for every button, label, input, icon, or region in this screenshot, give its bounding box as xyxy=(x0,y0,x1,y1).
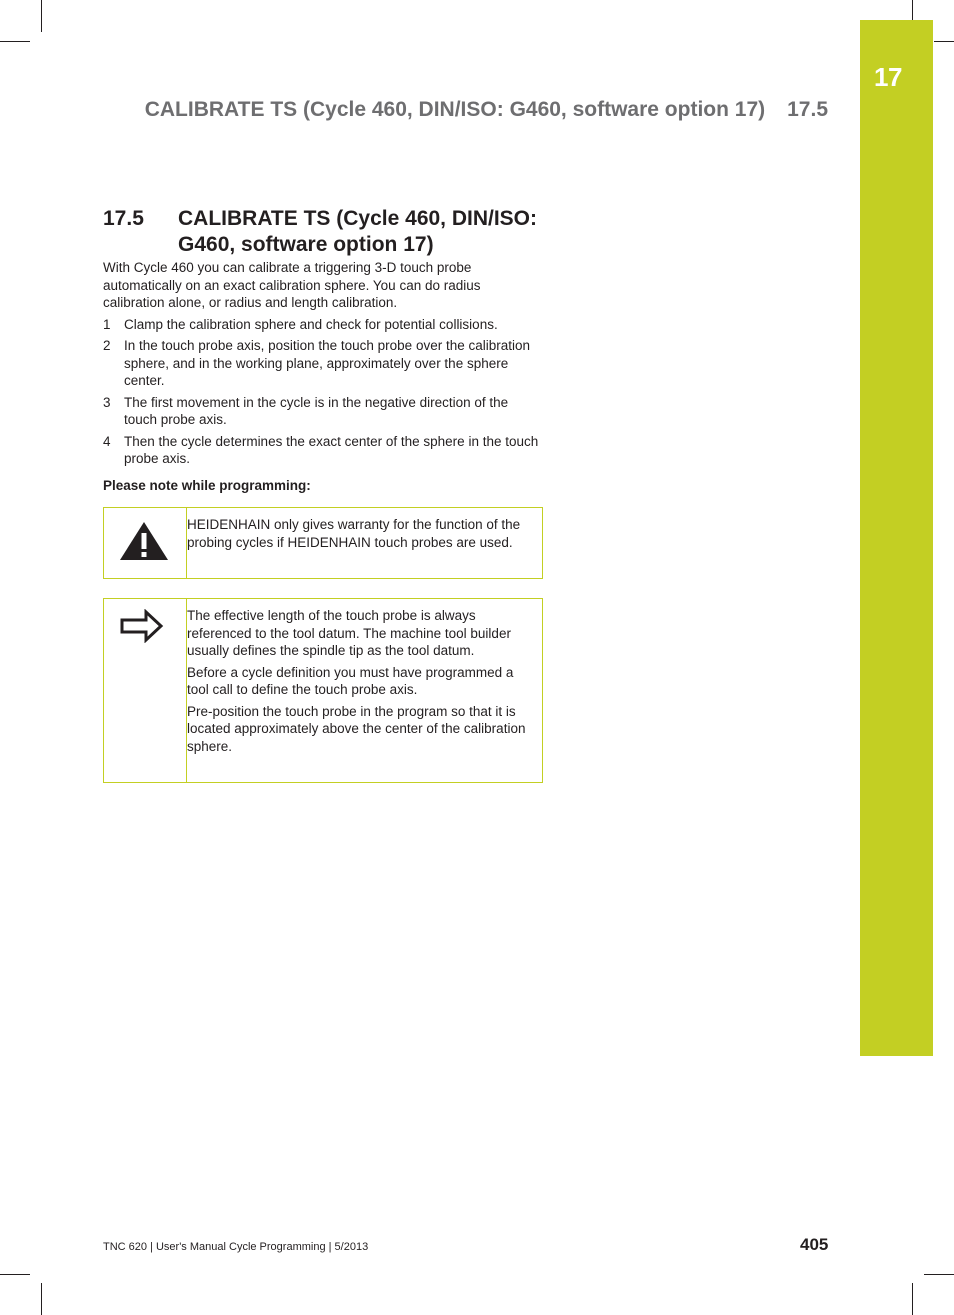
list-item xyxy=(103,316,543,334)
section-body xyxy=(103,259,543,472)
running-head-section-number: 17.5 xyxy=(787,98,828,121)
step-text: In the touch probe axis, position the touch probe over the calibration sphere, and in the working plane, approximately over the sphere center. xyxy=(124,338,531,388)
step-number: 4 xyxy=(103,433,111,449)
crop-mark xyxy=(924,1274,954,1275)
warning-box xyxy=(103,507,543,579)
list-item xyxy=(103,433,543,468)
warning-text: HEIDENHAIN only gives warranty for the function of the probing cycles if HEIDENHAIN touch probes are used. xyxy=(187,517,521,550)
running-head-title: CALIBRATE TS (Cycle 460, DIN/ISO: G460, software option 17) xyxy=(144,98,766,121)
step-list xyxy=(103,316,543,468)
chapter-tab-number: 17 xyxy=(874,62,902,92)
page-number: 405 xyxy=(800,1235,829,1254)
crop-mark xyxy=(912,0,913,20)
arrow-right-icon xyxy=(120,609,164,648)
list-item xyxy=(103,394,543,429)
crop-mark xyxy=(0,1274,30,1275)
step-number: 1 xyxy=(103,316,111,332)
crop-mark xyxy=(934,41,954,42)
crop-mark xyxy=(41,1283,42,1315)
list-item xyxy=(103,337,543,390)
running-head xyxy=(145,98,828,122)
chapter-tab xyxy=(860,20,933,1056)
crop-mark xyxy=(41,0,42,32)
step-text: The first movement in the cycle is in the negative direction of the touch probe axis. xyxy=(124,394,509,427)
warning-content xyxy=(187,516,532,555)
step-text: Clamp the calibration sphere and check for potential collisions. xyxy=(124,316,498,332)
crop-mark xyxy=(912,1283,913,1315)
info-paragraph: The effective length of the touch probe is always referenced to the tool datum. The machine tool builder usually defines the spindle tip as the tool datum. xyxy=(187,608,511,658)
info-content xyxy=(187,607,532,759)
footer-text: TNC 620 | User's Manual Cycle Programming | 5/2013 xyxy=(103,1241,369,1253)
step-number: 3 xyxy=(103,394,111,410)
warning-icon xyxy=(118,520,170,567)
info-paragraph: Pre-position the touch probe in the program so that it is located approximately above the center of the calibration sphere. xyxy=(187,703,526,754)
section-number: 17.5 xyxy=(103,207,144,230)
crop-mark xyxy=(0,41,30,42)
info-paragraph: Before a cycle definition you must have programmed a tool call to define the touch probe axis. xyxy=(187,664,514,697)
intro-paragraph: With Cycle 460 you can calibrate a triggering 3-D touch probe automatically on an exact calibration sphere. You can do radius calibration alone, or radius and length calibration. xyxy=(103,260,481,310)
info-box xyxy=(103,598,543,783)
step-text: Then the cycle determines the exact center of the sphere in the touch probe axis. xyxy=(124,433,539,466)
section-heading-text: CALIBRATE TS (Cycle 460, DIN/ISO: G460, software option 17) xyxy=(178,207,538,256)
step-number: 2 xyxy=(103,338,111,353)
notes-heading: Please note while programming: xyxy=(103,478,311,493)
